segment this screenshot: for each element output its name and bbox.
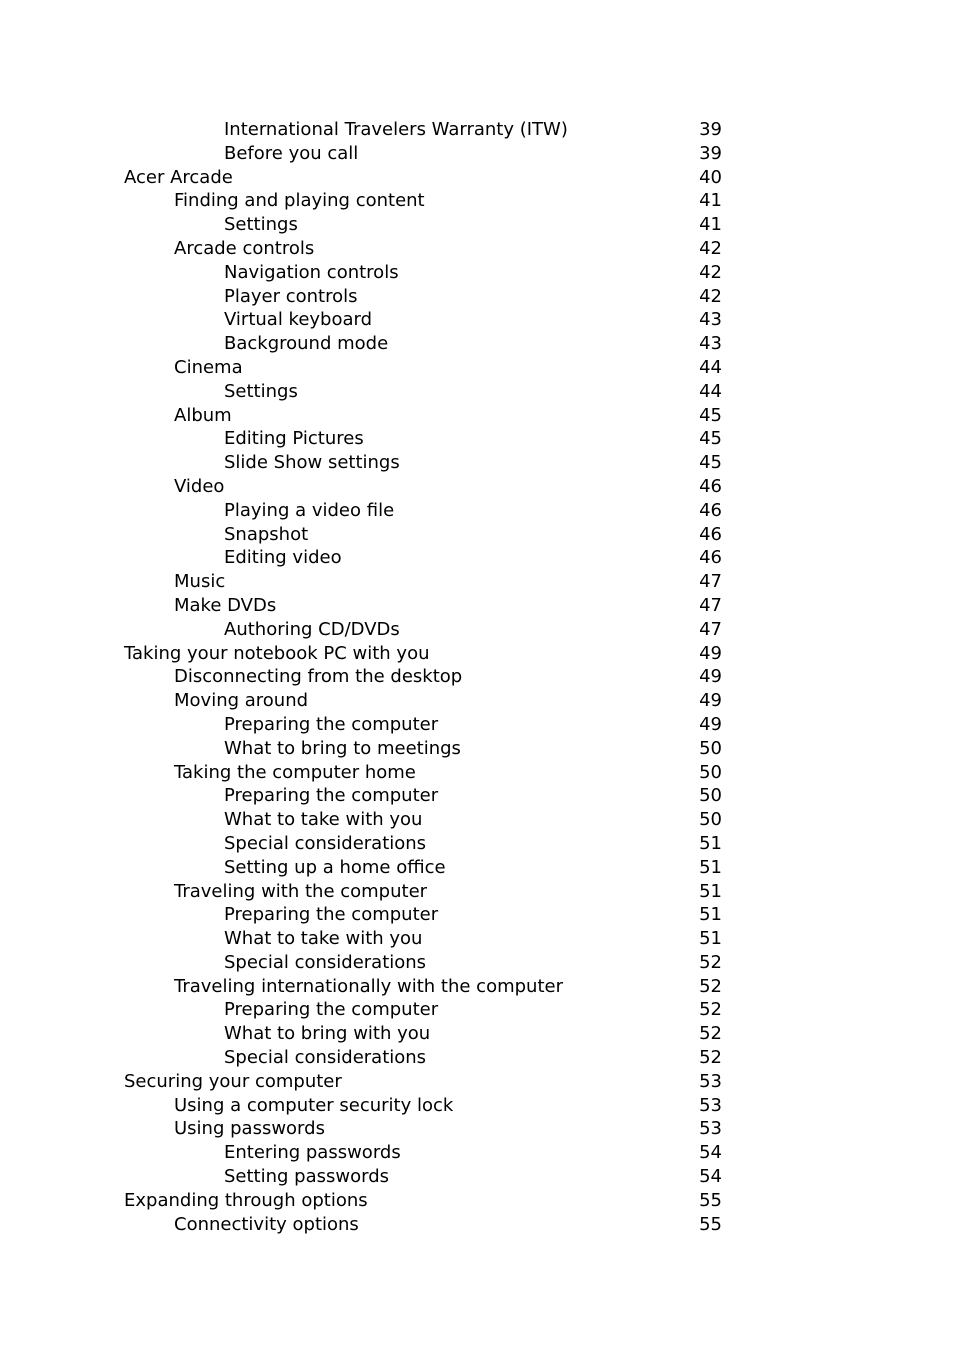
toc-entry-title: Connectivity options — [174, 1213, 359, 1235]
toc-entry-page-number: 50 — [699, 785, 722, 807]
toc-entry-page-number: 51 — [699, 928, 722, 950]
toc-entry[interactable] — [124, 404, 722, 428]
toc-entry[interactable] — [124, 261, 722, 285]
toc-entry-page-number: 42 — [699, 285, 722, 307]
toc-entry-page-number: 39 — [699, 119, 722, 140]
toc-entry-title: Preparing the computer — [224, 904, 439, 926]
toc-entry-page-number: 54 — [699, 1142, 722, 1164]
toc-entry[interactable] — [124, 142, 722, 166]
toc-entry-title: What to bring with you — [224, 1023, 431, 1045]
toc-entry-page-number: 53 — [699, 1094, 722, 1116]
toc-entry[interactable] — [124, 737, 722, 761]
toc-entry[interactable] — [124, 332, 722, 356]
toc-entry-title: Acer Arcade — [124, 166, 233, 188]
toc-entry[interactable] — [124, 380, 722, 404]
toc-entry-title: Slide Show settings — [224, 452, 400, 474]
toc-entry[interactable] — [124, 546, 722, 570]
toc-entry-page-number: 51 — [699, 832, 722, 854]
toc-entry-page-number: 40 — [699, 166, 722, 188]
toc-entry-page-number: 50 — [699, 761, 722, 783]
toc-entry-page-number: 41 — [699, 214, 722, 236]
toc-entry-page-number: 50 — [699, 737, 722, 759]
toc-entry[interactable] — [124, 285, 722, 309]
toc-entry[interactable] — [124, 1117, 722, 1141]
toc-entry[interactable] — [124, 761, 722, 785]
toc-entry-title: Disconnecting from the desktop — [174, 666, 463, 688]
toc-entry[interactable] — [124, 356, 722, 380]
toc-entry-title: Traveling internationally with the computer — [174, 975, 563, 997]
toc-entry[interactable] — [124, 594, 722, 618]
toc-entry-page-number: 45 — [699, 404, 722, 426]
toc-entry-page-number: 52 — [699, 1047, 722, 1069]
toc-entry[interactable] — [124, 237, 722, 261]
toc-entry-title: What to bring to meetings — [224, 737, 461, 759]
toc-entry-page-number: 46 — [699, 547, 722, 569]
toc-entry[interactable] — [124, 880, 722, 904]
toc-entry[interactable] — [124, 856, 722, 880]
toc-entry-title: Securing your computer — [124, 1070, 342, 1092]
toc-entry-title: What to take with you — [224, 809, 423, 831]
toc-entry[interactable] — [124, 213, 722, 237]
toc-entry[interactable] — [124, 308, 722, 332]
toc-entry-page-number: 44 — [699, 380, 722, 402]
toc-entry-title: Music — [174, 571, 226, 593]
toc-entry-title: Virtual keyboard — [224, 309, 373, 331]
toc-entry-title: Preparing the computer — [224, 713, 439, 735]
toc-entry-page-number: 42 — [699, 237, 722, 259]
toc-entry-title: Special considerations — [224, 951, 427, 973]
toc-entry[interactable] — [124, 427, 722, 451]
toc-entry-title: Settings — [224, 214, 298, 236]
toc-entry-page-number: 49 — [699, 642, 722, 664]
toc-entry-title: What to take with you — [224, 928, 423, 950]
toc-entry[interactable] — [124, 570, 722, 594]
toc-entry[interactable] — [124, 1094, 722, 1118]
toc-entry-title: Snapshot — [224, 523, 309, 545]
toc-entry-title: Taking the computer home — [174, 761, 416, 783]
toc-entry[interactable] — [124, 1070, 722, 1094]
toc-entry[interactable] — [124, 975, 722, 999]
toc-entry[interactable] — [124, 927, 722, 951]
toc-entry-title: Editing video — [224, 547, 342, 569]
toc-entry-title: Cinema — [174, 356, 243, 378]
toc-entry[interactable] — [124, 618, 722, 642]
toc-entry-title: Album — [174, 404, 232, 426]
toc-entry-page-number: 39 — [699, 142, 722, 164]
toc-entry-page-number: 55 — [699, 1189, 722, 1211]
toc-entry[interactable] — [124, 689, 722, 713]
toc-entry[interactable] — [124, 166, 722, 190]
toc-entry[interactable] — [124, 1022, 722, 1046]
toc-entry-page-number: 46 — [699, 499, 722, 521]
toc-entry[interactable] — [124, 475, 722, 499]
toc-entry-page-number: 47 — [699, 594, 722, 616]
toc-entry-title: Arcade controls — [174, 237, 315, 259]
toc-entry-page-number: 51 — [699, 856, 722, 878]
toc-entry-page-number: 51 — [699, 880, 722, 902]
toc-entry-page-number: 49 — [699, 713, 722, 735]
toc-entry-page-number: 53 — [699, 1070, 722, 1092]
toc-entry-page-number: 43 — [699, 309, 722, 331]
toc-entry-title: Setting up a home office — [224, 856, 446, 878]
toc-entry-page-number: 45 — [699, 452, 722, 474]
toc-entry-page-number: 47 — [699, 571, 722, 593]
toc-entry-page-number: 52 — [699, 975, 722, 997]
toc-entry-title: Finding and playing content — [174, 190, 425, 212]
toc-entry-title: Using passwords — [174, 1118, 325, 1140]
toc-entry[interactable] — [124, 998, 722, 1022]
toc-entry[interactable] — [124, 1213, 722, 1237]
toc-entry[interactable] — [124, 832, 722, 856]
toc-entry-title: Preparing the computer — [224, 999, 439, 1021]
toc-entry-page-number: 55 — [699, 1213, 722, 1235]
toc-entry[interactable] — [124, 665, 722, 689]
toc-entry-page-number: 41 — [699, 190, 722, 212]
toc-entry[interactable] — [124, 118, 722, 142]
toc-entry-page-number: 49 — [699, 690, 722, 712]
toc-entry-title: Entering passwords — [224, 1142, 401, 1164]
toc-entry-page-number: 52 — [699, 999, 722, 1021]
toc-entry-page-number: 51 — [699, 904, 722, 926]
toc-entry-title: Special considerations — [224, 1047, 427, 1069]
toc-entry-title: Editing Pictures — [224, 428, 364, 450]
toc-entry-title: Traveling with the computer — [174, 880, 428, 902]
toc-entry-title: Setting passwords — [224, 1166, 390, 1188]
toc-entry-page-number: 50 — [699, 809, 722, 831]
toc-entry[interactable] — [124, 642, 722, 666]
toc-entry-title: Taking your notebook PC with you — [124, 642, 430, 664]
toc-entry-page-number: 54 — [699, 1166, 722, 1188]
toc-entry-title: Make DVDs — [174, 594, 277, 616]
toc-entry-title: Authoring CD/DVDs — [224, 618, 400, 640]
toc-entry-page-number: 43 — [699, 333, 722, 355]
toc-entry[interactable] — [124, 713, 722, 737]
toc-entry-title: International Travelers Warranty (ITW) — [224, 119, 568, 140]
toc-entry[interactable] — [124, 499, 722, 523]
toc-entry-page-number: 44 — [699, 356, 722, 378]
toc-entry[interactable] — [124, 951, 722, 975]
toc-entry[interactable] — [124, 1046, 722, 1070]
toc-entry-title: Playing a video file — [224, 499, 395, 521]
toc-entry[interactable] — [124, 451, 722, 475]
toc-entry-title: Moving around — [174, 690, 309, 712]
toc-entry-page-number: 52 — [699, 1023, 722, 1045]
toc-entry[interactable] — [124, 1141, 722, 1165]
toc-entry-title: Using a computer security lock — [174, 1094, 454, 1116]
toc-entry-title: Settings — [224, 380, 298, 402]
toc-entry-title: Video — [174, 475, 225, 497]
toc-entry-title: Before you call — [224, 142, 359, 164]
toc-entry[interactable] — [124, 903, 722, 927]
toc-entry-title: Special considerations — [224, 832, 427, 854]
toc-entry[interactable] — [124, 1165, 722, 1189]
table-of-contents — [124, 118, 722, 1236]
toc-entry-page-number: 46 — [699, 475, 722, 497]
toc-entry-title: Expanding through options — [124, 1189, 368, 1211]
toc-entry-title: Background mode — [224, 333, 389, 355]
toc-entry[interactable] — [124, 784, 722, 808]
toc-entry-title: Player controls — [224, 285, 358, 307]
toc-entry-page-number: 53 — [699, 1118, 722, 1140]
toc-entry-page-number: 45 — [699, 428, 722, 450]
toc-entry[interactable] — [124, 189, 722, 213]
toc-entry-page-number: 52 — [699, 951, 722, 973]
toc-entry[interactable] — [124, 523, 722, 547]
toc-entry-page-number: 47 — [699, 618, 722, 640]
toc-entry[interactable] — [124, 808, 722, 832]
toc-entry-title: Navigation controls — [224, 261, 399, 283]
toc-entry-page-number: 46 — [699, 523, 722, 545]
toc-entry-page-number: 42 — [699, 261, 722, 283]
toc-entry-title: Preparing the computer — [224, 785, 439, 807]
toc-entry[interactable] — [124, 1189, 722, 1213]
toc-entry-page-number: 49 — [699, 666, 722, 688]
